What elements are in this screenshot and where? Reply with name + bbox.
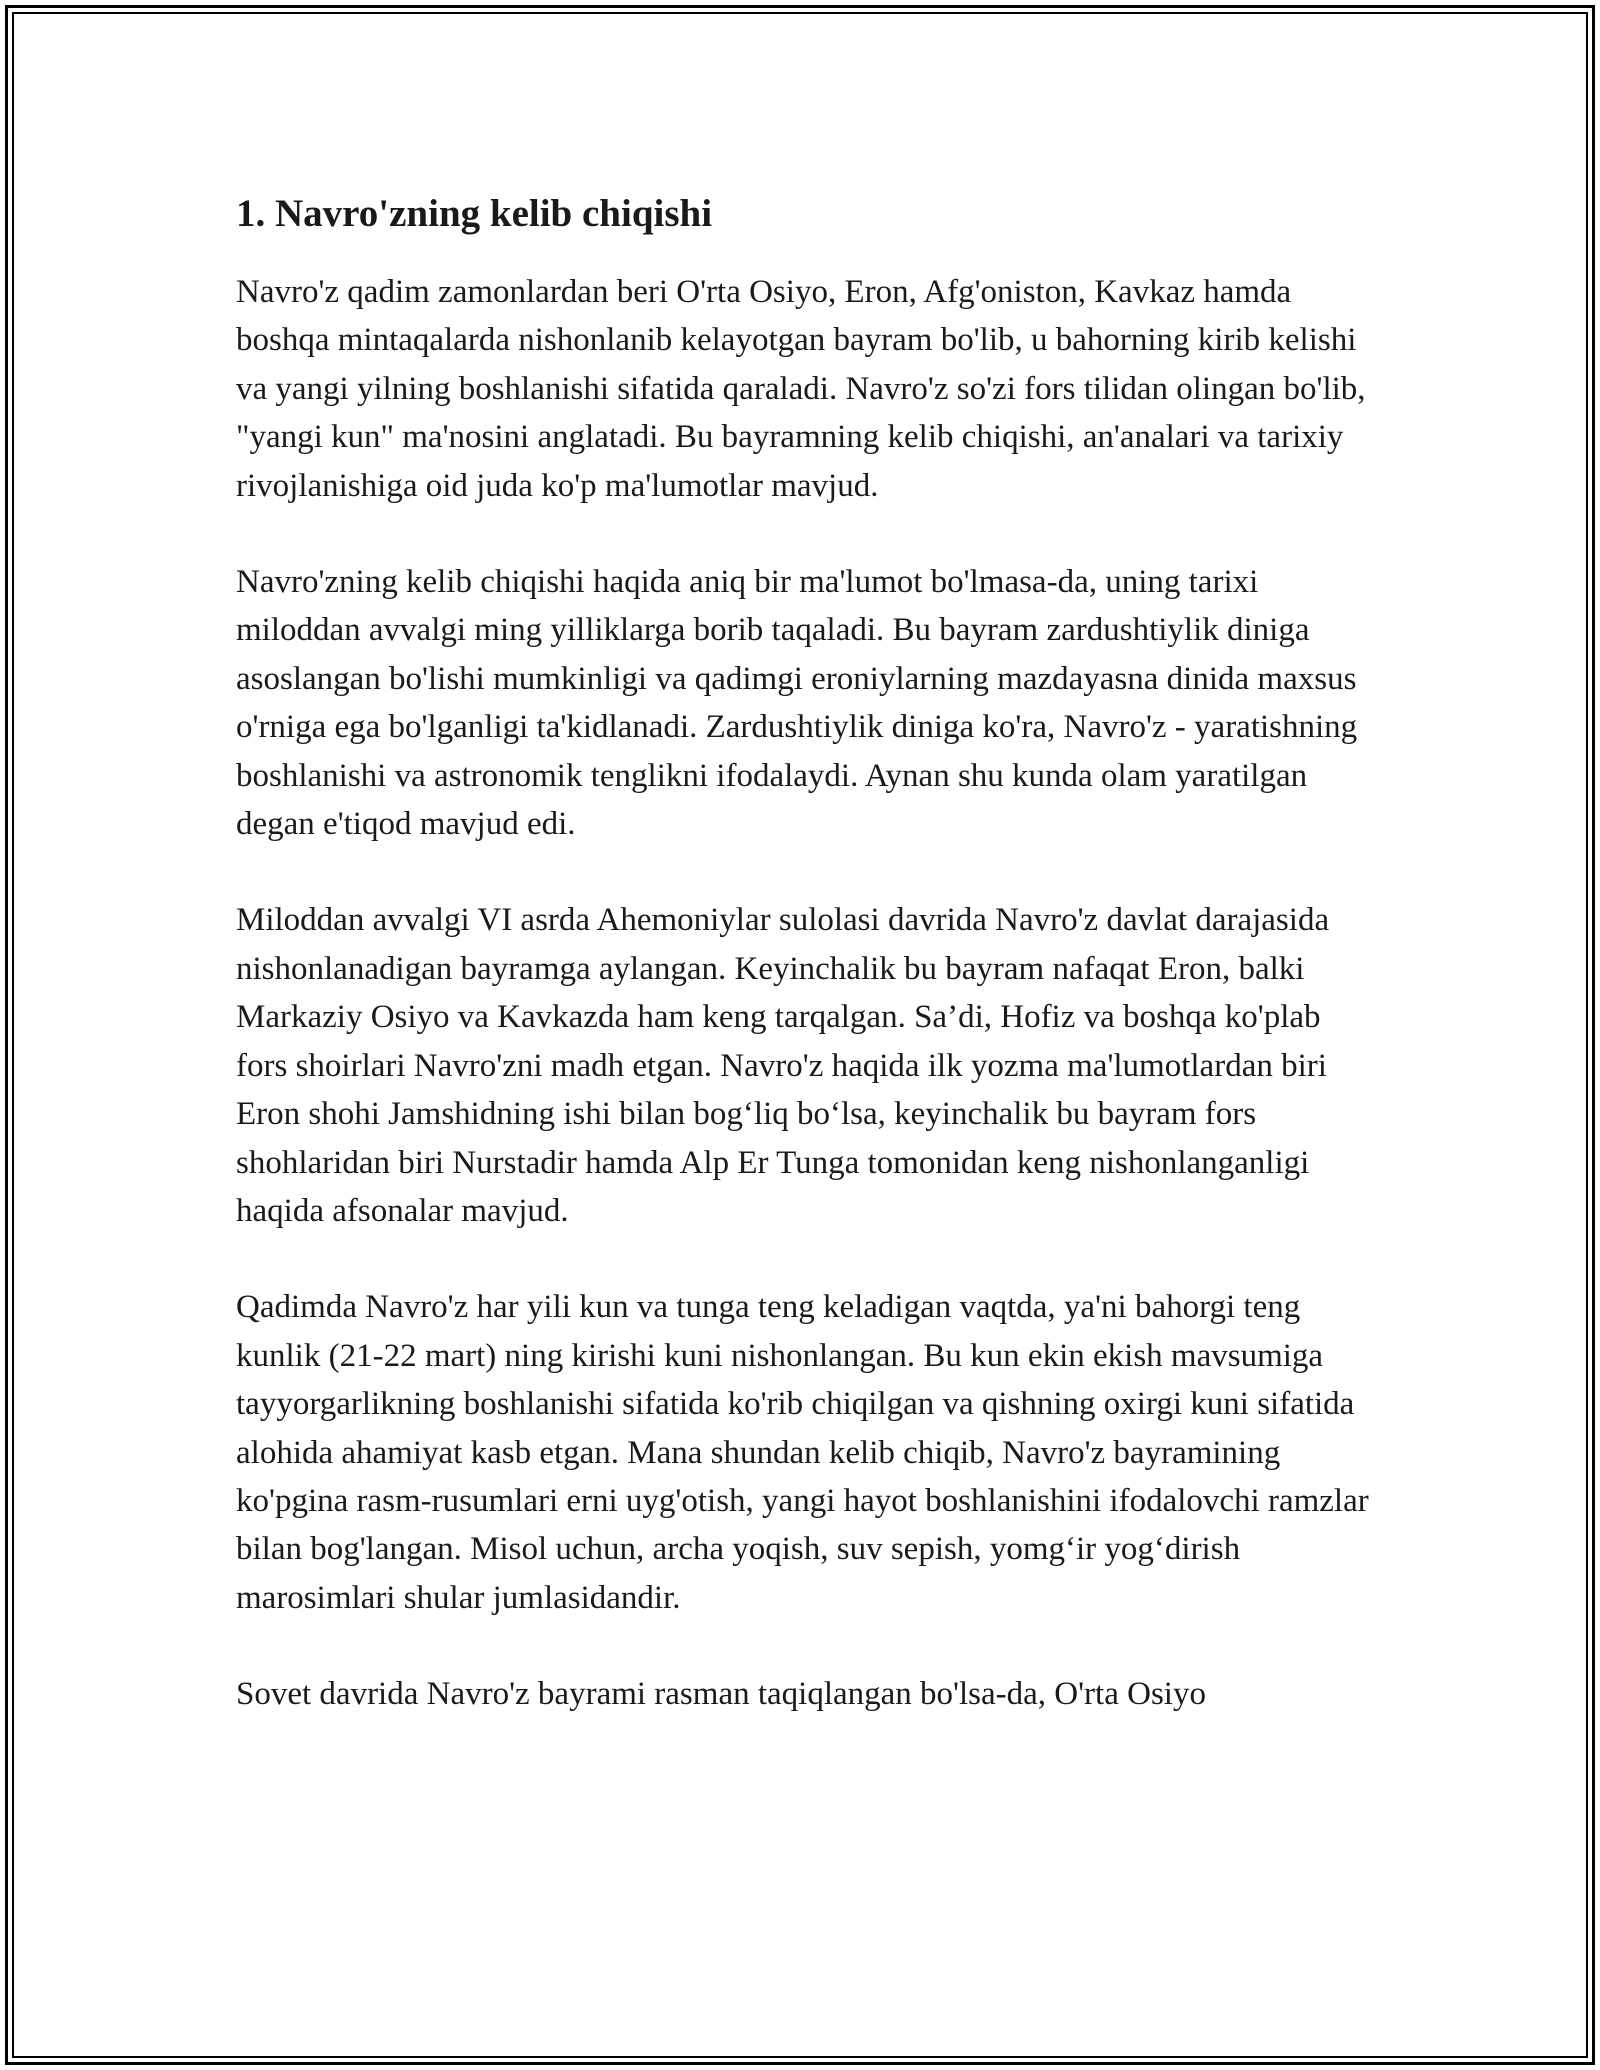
paragraph-4: Qadimda Navro'z har yili kun va tunga teng keladigan vaqtda, ya'ni bahorgi teng kunlik (21-22 mart) ning kirishi kuni nishonlangan. Bu kun ekin ekish mavsumiga tayyorgarlikning boshlanishi sifatida ko'rib chiqilgan va qishning oxirgi kuni sifatida alohida ahamiyat kasb etgan. Mana shundan kelib chiqib, Navro'z bayramining ko'pgina rasm-rusumlari erni uyg'otish, yangi hayot boshlanishini ifodalovchi ramzlar bilan bog'langan. Misol uchun, archa yoqish, suv sepish, yomg‘ir yog‘dirish marosimlari shular jumlasidandir.	[236, 1289, 1369, 1616]
paragraph-5: Sovet davrida Navro'z bayrami rasman taqiqlangan bo'lsa-da, O'rta Osiyo	[236, 1676, 1206, 1713]
document-body	[236, 188, 1376, 1767]
paragraph-2: Navro'zning kelib chiqishi haqida aniq bir ma'lumot bo'lmasa-da, uning tarixi miloddan avvalgi ming yilliklarga borib taqaladi. Bu bayram zardushtiylik diniga asoslangan bo'lishi mumkinligi va qadimgi eroniylarning mazdayasna dinida maxsus o'rniga ega bo'lganligi ta'kidlanadi. Zardushtiylik diniga ko'ra, Navro'z - yaratishning boshlanishi va astronomik tenglikni ifodalaydi. Aynan shu kunda olam yaratilgan degan e'tiqod mavjud edi.	[236, 564, 1358, 843]
paragraph-3: Miloddan avvalgi VI asrda Ahemoniylar sulolasi davrida Navro'z davlat darajasida nishonlanadigan bayramga aylangan. Keyinchalik bu bayram nafaqat Eron, balki Markaziy Osiyo va Kavkazda ham keng tarqalgan. Sa’di, Hofiz va boshqa ko'plab fors shoirlari Navro'zni madh etgan. Navro'z haqida ilk yozma ma'lumotlardan biri Eron shohi Jamshidning ishi bilan bog‘liq bo‘lsa, keyinchalik bu bayram fors shohlaridan biri Nurstadir hamda Alp Er Tunga tomonidan keng nishonlanganligi haqida afsonalar mavjud.	[236, 902, 1330, 1229]
paragraph-1: Navro'z qadim zamonlardan beri O'rta Osiyo, Eron, Afg'oniston, Kavkaz hamda boshqa mintaqalarda nishonlanib kelayotgan bayram bo'lib, u bahorning kirib kelishi va yangi yilning boshlanishi sifatida qaraladi. Navro'z so'zi fors tilidan olingan bo'lib, "yangi kun" ma'nosini anglatadi. Bu bayramning kelib chiqishi, an'analari va tarixiy rivojlanishiga oid juda ko'p ma'lumotlar mavjud.	[236, 274, 1366, 504]
section-heading: 1. Navro'zning kelib chiqishi	[236, 192, 713, 235]
